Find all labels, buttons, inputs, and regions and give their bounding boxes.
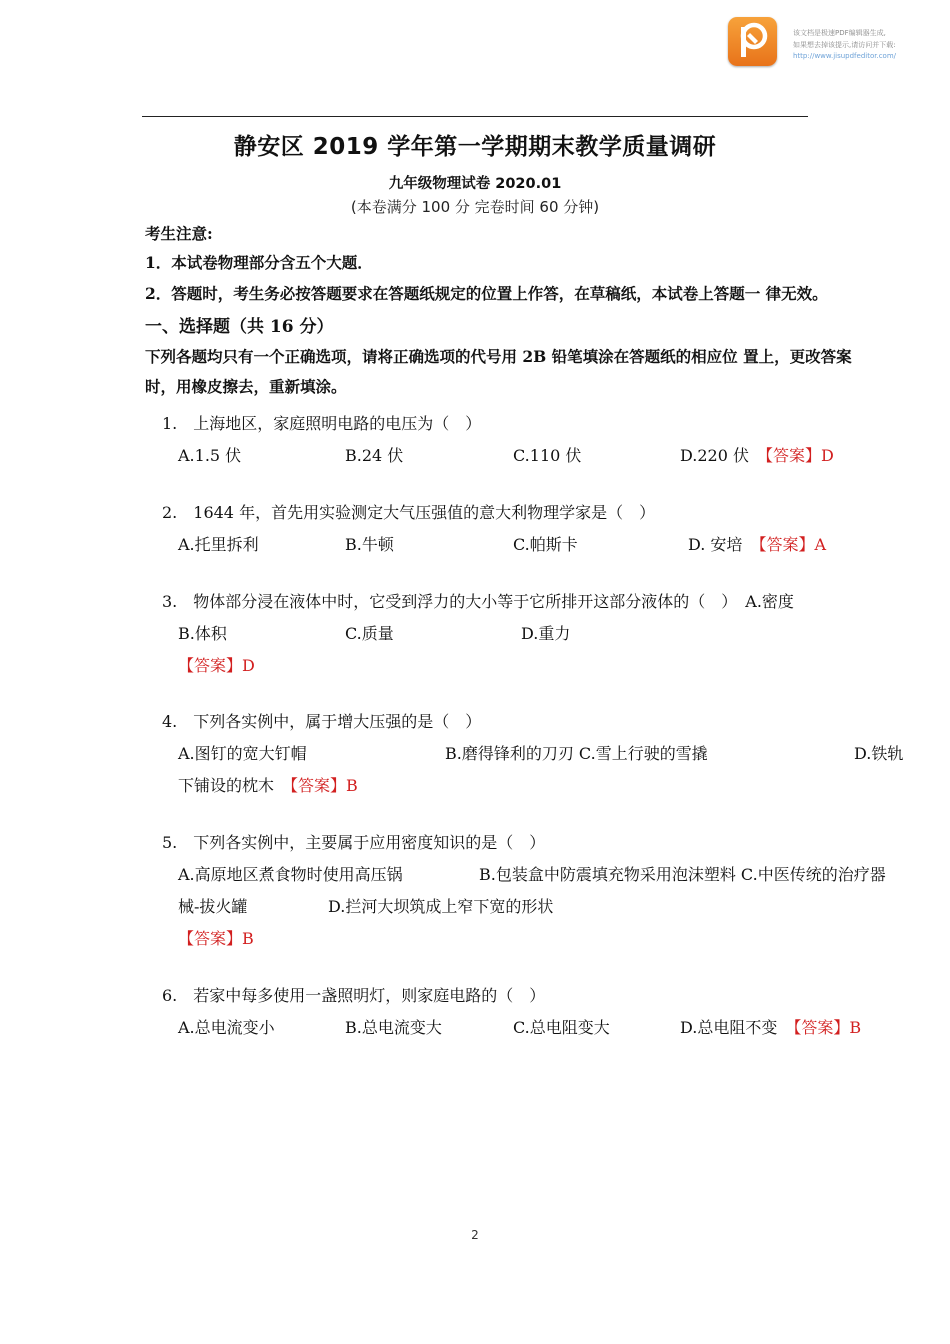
question-3-option-c: C.质量 [345, 624, 394, 643]
question-2-option-a: A.托里拆利 [178, 535, 259, 554]
watermark-line-1: 该文档是极速PDF编辑器生成, [793, 29, 886, 37]
question-1-stem: 1. 上海地区，家庭照明电路的电压为（ ） [162, 414, 482, 433]
question-1-answer: 【答案】D [756, 446, 834, 465]
page-title: 静安区 2019 学年第一学期期末教学质量调研 [233, 134, 717, 160]
question-5-option-d: D.拦河大坝筑成上窄下宽的形状 [328, 897, 554, 916]
notice-heading: 考生注意: [145, 224, 213, 243]
exam-time-note: (本卷满分 100 分 完卷时间 60 分钟) [350, 198, 600, 216]
question-4-answer: 【答案】B [282, 776, 358, 795]
question-3-answer: 【答案】D [178, 656, 255, 675]
question-6-answer: 【答案】B [785, 1018, 862, 1037]
question-3-stem: 3. 物体部分浸在液体中时，它受到浮力的大小等于它所排开这部分液体的（ ） A.密度 [162, 592, 794, 611]
question-4-option-a: A.图钉的宽大钉帽 [178, 744, 307, 763]
page-number: 2 [471, 1228, 479, 1242]
page-subtitle: 九年级物理试卷 2020.01 [388, 176, 562, 192]
question-6-option-a: A.总电流变小 [178, 1018, 275, 1037]
pdf-editor-logo-icon [728, 17, 777, 66]
question-4-option-d: D.铁轨 [854, 744, 904, 763]
question-5-option-a: A.高原地区煮食物时使用高压锅 [178, 865, 403, 884]
question-3-option-a: A.密度 [745, 592, 794, 611]
question-2-option-d: D. 安培 【答案】A [688, 535, 826, 554]
question-6-option-b: B.总电流变大 [345, 1018, 442, 1037]
notice-item-1: 1．本试卷物理部分含五个大题． [145, 253, 373, 272]
question-2-option-b: B.牛顿 [345, 535, 394, 554]
question-5-option-c-cont: 械-拔火罐 [178, 897, 248, 916]
question-5-option-bc: B.包装盒中防震填充物采用泡沫塑料 C.中医传统的治疗器 [479, 865, 886, 884]
notice-item-2: 2．答题时，考生务必按答题要求在答题纸规定的位置上作答，在草稿纸，本试卷上答题一 律无效。 [145, 284, 828, 303]
question-6-option-d: D.总电阻不变 【答案】B [680, 1018, 862, 1037]
question-3-option-b: B.体积 [178, 624, 227, 643]
section-instruction-line-1: 下列各题均只有一个正确选项，请将正确选项的代号用 2B 铅笔填涂在答题纸的相应位 置上，更改答案 [145, 347, 852, 366]
question-4-option-bc: B.磨得锋利的刀刃 C.雪上行驶的雪撬 [445, 744, 708, 763]
question-6-stem: 6. 若家中每多使用一盏照明灯，则家庭电路的（ ） [162, 986, 546, 1005]
question-2-answer: 【答案】A [750, 535, 826, 554]
question-5-answer: 【答案】B [178, 929, 254, 948]
section-heading: 一、选择题（共 16 分） [145, 317, 334, 337]
question-6-option-c: C.总电阻变大 [513, 1018, 610, 1037]
question-1-option-a: A.1.5 伏 [178, 446, 242, 465]
question-4-stem: 4. 下列各实例中，属于增大压强的是（ ） [162, 712, 482, 731]
watermark-link[interactable]: http://www.jisupdfeditor.com/ [793, 52, 897, 60]
header-rule [142, 116, 808, 117]
section-instruction-line-2: 时，用橡皮擦去，重新填涂。 [145, 377, 347, 396]
question-1-option-d: D.220 伏 【答案】D [680, 446, 834, 465]
question-1-option-b: B.24 伏 [345, 446, 404, 465]
question-4-option-d-cont: 下铺设的枕木 【答案】B [178, 776, 358, 795]
question-2-option-c: C.帕斯卡 [513, 535, 578, 554]
question-5-stem: 5. 下列各实例中，主要属于应用密度知识的是（ ） [162, 833, 546, 852]
question-2-stem: 2. 1644 年，首先用实验测定大气压强值的意大利物理学家是（ ） [162, 503, 656, 522]
question-3-option-d: D.重力 [521, 624, 571, 643]
question-1-option-c: C.110 伏 [513, 446, 582, 465]
watermark-line-2: 如果想去掉该提示,请访问并下载: [793, 41, 896, 49]
